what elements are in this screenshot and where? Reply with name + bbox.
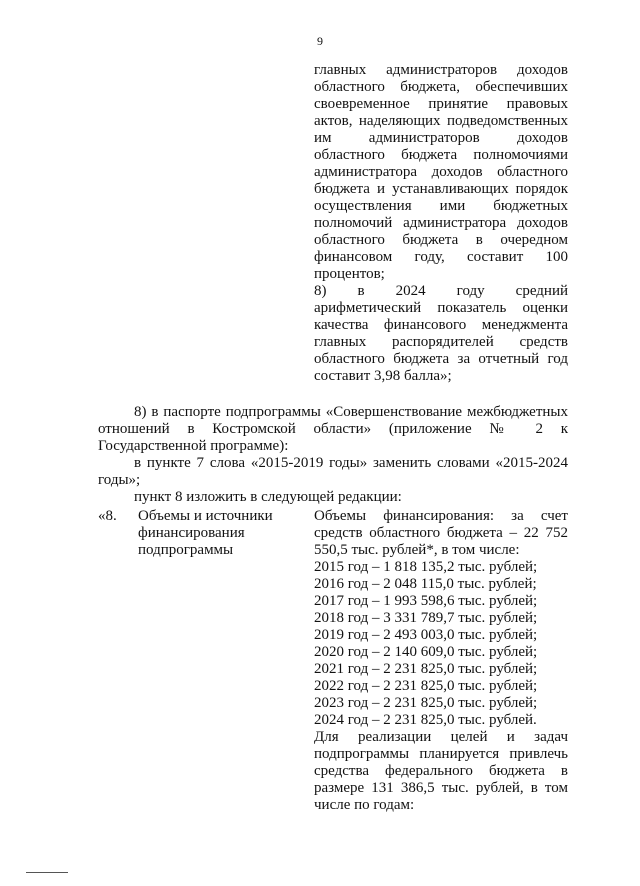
funding-year-item: 2019 год – 2 493 003,0 тыс. рублей; bbox=[314, 627, 538, 643]
funding-year-item: 2015 год – 1 818 135,2 тыс. рублей; bbox=[314, 559, 538, 575]
item7-replace: в пункте 7 слова «2015-2019 годы» заменить словами «2015-2024 годы»; bbox=[98, 455, 568, 488]
funding-column bbox=[314, 508, 568, 814]
funding-intro: Объемы финансирования: за счет средств областного бюджета – 22 752 550,5 тыс. рублей*, в том числе: bbox=[314, 508, 568, 558]
funding-year-item: 2021 год – 2 231 825,0 тыс. рублей; bbox=[314, 661, 538, 677]
para-8-passport: 8) в паспорте подпрограммы «Совершенствование межбюджетных отношений в Костромской области» (приложение № 2 к Государственной программе): bbox=[98, 404, 568, 454]
footnote-separator bbox=[26, 872, 68, 873]
funding-year-item: 2024 год – 2 231 825,0 тыс. рублей. bbox=[314, 712, 537, 728]
item8-edit-instruction: пункт 8 изложить в следующей редакции: bbox=[134, 489, 402, 505]
funding-year-item: 2018 год – 3 331 789,7 тыс. рублей; bbox=[314, 610, 538, 626]
item7-continued-text: главных администраторов доходов областного бюджета, обеспечивших своевременное принятие правовых актов, наделяющих подведомственных им администраторов доходов областного бюджета полномочиями администратора доходов областного бюджета и устанавливающих порядок осуществления ими бюджетных полномочий администратора доходов областного бюджета в очередном финансовом году, составит 100 процентов; bbox=[314, 62, 568, 282]
federal-funding-text: Для реализации целей и задач подпрограммы планируется привлечь средства федерального бюджета в размере 131 386,5 тыс. рублей, в том числе по годам: bbox=[314, 729, 568, 813]
item8-text: 8) в 2024 году средний арифметический показатель оценки качества финансового менеджмента главных распорядителей средств областного бюджета за отчетный год составит 3,98 балла»; bbox=[314, 283, 568, 384]
funding-year-item: 2016 год – 2 048 115,0 тыс. рублей; bbox=[314, 576, 537, 592]
top-right-column bbox=[314, 62, 568, 385]
funding-year-item: 2023 год – 2 231 825,0 тыс. рублей; bbox=[314, 695, 538, 711]
funding-year-item: 2022 год – 2 231 825,0 тыс. рублей; bbox=[314, 678, 538, 694]
page-number: 9 bbox=[317, 34, 323, 48]
funding-year-item: 2017 год – 1 993 598,6 тыс. рублей; bbox=[314, 593, 538, 609]
row-label: Объемы и источники финансирования подпрограммы bbox=[138, 508, 273, 558]
funding-years-list bbox=[314, 559, 568, 729]
amendment-body bbox=[98, 404, 568, 506]
row-number: «8. bbox=[98, 508, 117, 524]
funding-year-item: 2020 год – 2 140 609,0 тыс. рублей; bbox=[314, 644, 538, 660]
